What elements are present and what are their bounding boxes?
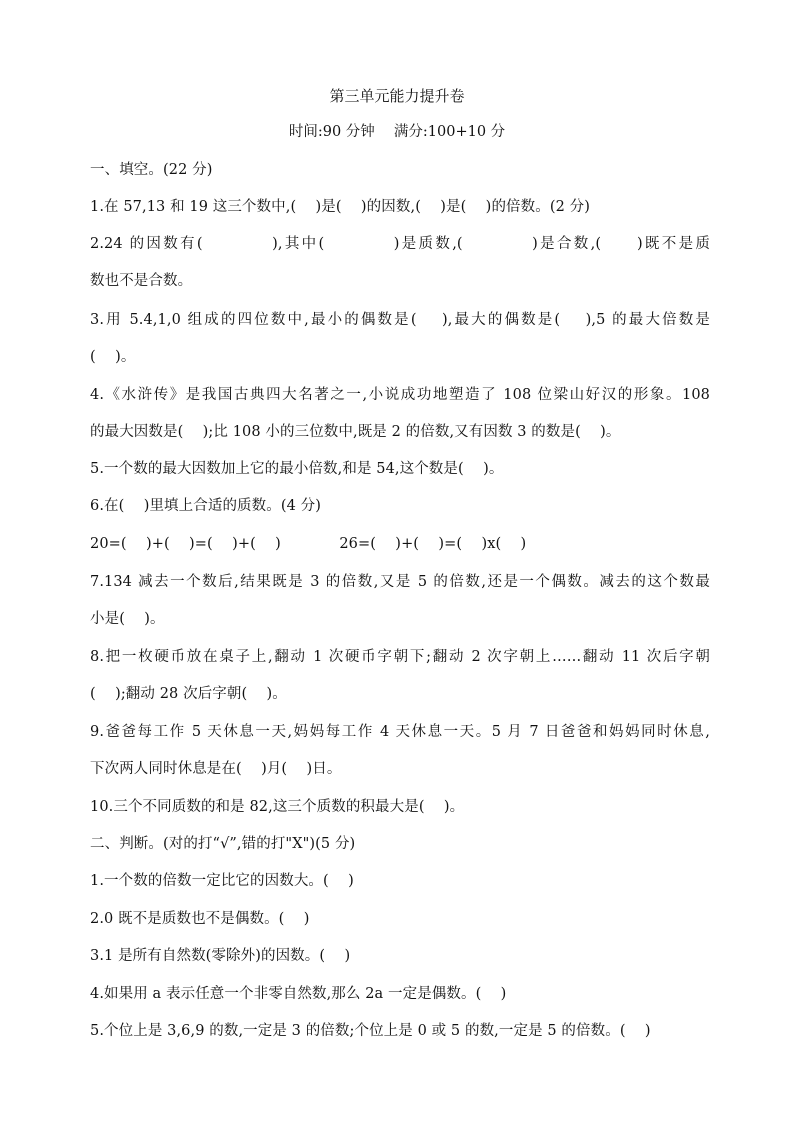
question-line: 9.爸爸每工作 5 天休息一天,妈妈每工作 4 天休息一天。5 月 7 日爸爸和妈妈同时休息, (90, 724, 710, 740)
question-line: 小是( )。 (90, 611, 165, 627)
question-line: 1.在 57,13 和 19 这三个数中,( )是( )的因数,( )是( )的倍数。(2 分) (90, 199, 590, 215)
question-line: 4.《水浒传》是我国古典四大名著之一,小说成功地塑造了 108 位梁山好汉的形象。108 (90, 387, 710, 403)
page-title: 第三单元能力提升卷 (329, 87, 465, 105)
question-line: 下次两人同时休息是在( )月( )日。 (90, 761, 342, 777)
question-line: 的最大因数是( );比 108 小的三位数中,既是 2 的倍数,又有因数 3 的数是( )。 (90, 424, 621, 440)
question-line: 5.个位上是 3,6,9 的数,一定是 3 的倍数;个位上是 0 或 5 的数,一定是 5 的倍数。( ) (90, 1023, 651, 1039)
section-heading-true-false: 二、判断。(对的打“√”,错的打"X")(5 分) (90, 836, 356, 852)
question-line: 2.0 既不是质数也不是偶数。( ) (90, 911, 310, 927)
section-heading-fill-in: 一、填空。(22 分) (90, 162, 213, 178)
exam-info: 时间:90 分钟 满分:100+10 分 (288, 124, 506, 140)
question-line: 10.三个不同质数的和是 82,这三个质数的积最大是( )。 (90, 799, 465, 815)
question-line: 2.24 的因数有( ),其中( )是质数,( )是合数,( )既不是质 (90, 236, 710, 252)
question-line: 6.在( )里填上合适的质数。(4 分) (90, 498, 322, 514)
question-line: 3.用 5.4,1,0 组成的四位数中,最小的偶数是( ),最大的偶数是( ),5 的最大倍数是 (90, 312, 710, 328)
question-line: ( );翻动 28 次后字朝( )。 (90, 686, 287, 702)
question-line: 4.如果用 a 表示任意一个非零自然数,那么 2a 一定是偶数。( ) (90, 986, 507, 1002)
question-line: 8.把一枚硬币放在桌子上,翻动 1 次硬币字朝下;翻动 2 次字朝上……翻动 11 次后字朝 (90, 649, 710, 665)
question-line: 20=( )+( )=( )+( ) 26=( )+( )=( )x( ) (90, 536, 527, 552)
question-line: 数也不是合数。 (90, 273, 193, 289)
question-line: 7.134 减去一个数后,结果既是 3 的倍数,又是 5 的倍数,还是一个偶数。减去的这个数最 (90, 574, 710, 590)
question-line: ( )。 (90, 349, 136, 365)
question-line: 1.一个数的倍数一定比它的因数大。( ) (90, 873, 354, 889)
question-line: 3.1 是所有自然数(零除外)的因数。( ) (90, 948, 351, 964)
question-line: 5.一个数的最大因数加上它的最小倍数,和是 54,这个数是( )。 (90, 461, 504, 477)
